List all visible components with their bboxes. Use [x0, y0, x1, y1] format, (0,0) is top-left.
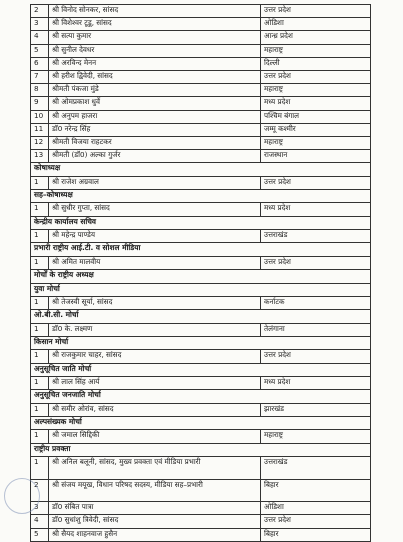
- member-state: तेलंगाना: [261, 323, 371, 336]
- member-name: श्री राजेश अग्रवाल: [49, 176, 261, 189]
- member-state: ओडिशा: [261, 502, 371, 515]
- table-row: [31, 136, 371, 149]
- row-number: 2: [31, 479, 49, 502]
- member-state: उत्तराखंड: [261, 230, 371, 243]
- section-heading-row: [31, 243, 371, 257]
- member-state: उत्तर प्रदेश: [261, 350, 371, 363]
- member-name: श्रीमती पंकजा मुंडे: [49, 84, 261, 97]
- section-heading-row: [31, 216, 371, 230]
- table-row: [31, 123, 371, 136]
- seal-stamp: [4, 478, 40, 514]
- member-state: मध्य प्रदेश: [261, 97, 371, 110]
- table-row: [31, 57, 371, 70]
- member-name: श्री विशेश्वर टूडू, सांसद: [49, 18, 261, 31]
- member-name: श्री अनिल बलूनी, सांसद, मुख्य प्रवक्ता एवं मीडिया प्रभारी: [49, 457, 261, 480]
- row-number: 4: [31, 31, 49, 44]
- member-name: डॉ0 सुधांशु त्रिवेदी, सांसद: [49, 515, 261, 528]
- member-name: श्री अमित मालवीय: [49, 256, 261, 269]
- section-heading: केन्द्रीय कार्यालय सचिव: [31, 216, 371, 230]
- member-name: श्री समीर ओरांव, सांसद: [49, 403, 261, 416]
- table-row: [31, 97, 371, 110]
- member-name: श्री ओमप्रकाश धुर्वे: [49, 97, 261, 110]
- member-name: श्रीमती (डॉ0) अल्का गुर्जर: [49, 150, 261, 163]
- member-state: उत्तर प्रदेश: [261, 70, 371, 83]
- section-heading-row: [31, 443, 371, 457]
- table-row: [31, 5, 371, 18]
- section-heading: अनुसूचित जाति मोर्चा: [31, 363, 371, 377]
- section-heading-row: [31, 416, 371, 430]
- row-number: 8: [31, 84, 49, 97]
- table-row: [31, 84, 371, 97]
- section-heading: युवा मोर्चा: [31, 283, 371, 297]
- member-name: डॉ0 के. लक्ष्मण: [49, 323, 261, 336]
- row-number: 12: [31, 136, 49, 149]
- row-number: 1: [31, 457, 49, 480]
- member-name: श्री राजकुमार चाहर, सांसद: [49, 350, 261, 363]
- member-name: श्री अरविन्द मेनन: [49, 57, 261, 70]
- row-number: 3: [31, 18, 49, 31]
- member-name: श्री हरीश द्विवेदी, सांसद: [49, 70, 261, 83]
- row-number: 5: [31, 44, 49, 57]
- member-name: श्री सुधीर गुप्ता, सांसद: [49, 203, 261, 216]
- section-heading: अनुसूचित जनजाति मोर्चा: [31, 390, 371, 404]
- table-row: [31, 528, 371, 541]
- table-row: [31, 457, 371, 480]
- member-state: उत्तराखंड: [261, 457, 371, 480]
- table-row: [31, 18, 371, 31]
- member-name: डॉ0 संबित पात्रा: [49, 502, 261, 515]
- table-row: [31, 31, 371, 44]
- member-name: श्रीमती विजया राहटकर: [49, 136, 261, 149]
- table-row: [31, 150, 371, 163]
- row-number: 1: [31, 297, 49, 310]
- member-state: उत्तर प्रदेश: [261, 5, 371, 18]
- member-state: उत्तर प्रदेश: [261, 515, 371, 528]
- table-row: [31, 110, 371, 123]
- member-name: श्री सुनील देवधर: [49, 44, 261, 57]
- row-number: 1: [31, 430, 49, 443]
- section-heading-row: [31, 283, 371, 297]
- table-row: [31, 403, 371, 416]
- row-number: 2: [31, 5, 49, 18]
- member-name: श्री सत्या कुमार: [49, 31, 261, 44]
- section-heading: ओ.बी.सी. मोर्चा: [31, 310, 371, 324]
- row-number: 10: [31, 110, 49, 123]
- member-state: महाराष्ट्र: [261, 136, 371, 149]
- member-state: महाराष्ट्र: [261, 84, 371, 97]
- member-name: श्री संजय मयूख, विधान परिषद सदस्य, मीडिया सह–प्रभारी: [49, 479, 261, 502]
- row-number: 7: [31, 70, 49, 83]
- table-row: [31, 44, 371, 57]
- row-number: 5: [31, 528, 49, 541]
- member-state: राजस्थान: [261, 150, 371, 163]
- section-heading-row: [31, 390, 371, 404]
- section-heading-row: [31, 270, 371, 284]
- section-heading: राष्ट्रीय प्रवक्ता: [31, 443, 371, 457]
- member-name: श्री अनुपम हाजरा: [49, 110, 261, 123]
- row-number: 4: [31, 515, 49, 528]
- section-heading-row: [31, 336, 371, 350]
- row-number: 1: [31, 350, 49, 363]
- member-state: उत्तर प्रदेश: [261, 256, 371, 269]
- section-heading-row: [31, 163, 371, 177]
- member-state: कर्नाटक: [261, 297, 371, 310]
- section-heading: किसान मोर्चा: [31, 336, 371, 350]
- table-row: [31, 203, 371, 216]
- table-row: [31, 515, 371, 528]
- table-row: [31, 350, 371, 363]
- member-state: बिहार: [261, 528, 371, 541]
- section-heading-row: [31, 363, 371, 377]
- row-number: 1: [31, 203, 49, 216]
- member-state: उत्तर प्रदेश: [261, 176, 371, 189]
- member-name: श्री लाल सिंह आर्य: [49, 377, 261, 390]
- table-row: [31, 230, 371, 243]
- table-row: [31, 502, 371, 515]
- section-heading: कोषाध्यक्ष: [31, 163, 371, 177]
- section-heading: सह–कोषाध्यक्ष: [31, 189, 371, 203]
- section-heading-row: [31, 189, 371, 203]
- table-row: [31, 377, 371, 390]
- member-name: श्री विनोद सोनकर, सांसद: [49, 5, 261, 18]
- member-state: बिहार: [261, 479, 371, 502]
- member-state: दिल्ली: [261, 57, 371, 70]
- row-number: 6: [31, 57, 49, 70]
- row-number: 1: [31, 403, 49, 416]
- row-number: 13: [31, 150, 49, 163]
- office-bearers-table: [30, 4, 371, 542]
- member-state: झारखंड: [261, 403, 371, 416]
- section-heading: अल्पसंख्यक मोर्चा: [31, 416, 371, 430]
- member-state: जम्मू कश्मीर: [261, 123, 371, 136]
- member-name: श्री महेन्द्र पाण्डेय: [49, 230, 261, 243]
- member-name: श्री तेजस्वी सूर्या, सांसद: [49, 297, 261, 310]
- row-number: 1: [31, 377, 49, 390]
- member-state: पश्चिम बंगाल: [261, 110, 371, 123]
- member-state: ओडिशा: [261, 18, 371, 31]
- member-state: मध्य प्रदेश: [261, 203, 371, 216]
- section-heading-row: [31, 310, 371, 324]
- member-name: श्री जमाल सिद्दिकी: [49, 430, 261, 443]
- member-state: आन्ध्र प्रदेश: [261, 31, 371, 44]
- section-heading: मोर्चों के राष्ट्रीय अध्यक्ष: [31, 270, 371, 284]
- member-name: श्री सैयद शाहनवाज हुसैन: [49, 528, 261, 541]
- member-name: डॉ0 नरेन्द्र सिंह: [49, 123, 261, 136]
- table-row: [31, 430, 371, 443]
- member-state: मध्य प्रदेश: [261, 377, 371, 390]
- table-row: [31, 297, 371, 310]
- section-heading: प्रभारी राष्ट्रीय आई.टी. व सोशल मीडिया: [31, 243, 371, 257]
- table-row: [31, 176, 371, 189]
- row-number: 9: [31, 97, 49, 110]
- table-row: [31, 70, 371, 83]
- row-number: 11: [31, 123, 49, 136]
- row-number: 1: [31, 176, 49, 189]
- table-row: [31, 479, 371, 502]
- table-row: [31, 256, 371, 269]
- member-state: महाराष्ट्र: [261, 430, 371, 443]
- table-row: [31, 323, 371, 336]
- row-number: 1: [31, 323, 49, 336]
- member-state: महाराष्ट्र: [261, 44, 371, 57]
- row-number: 1: [31, 230, 49, 243]
- row-number: 1: [31, 256, 49, 269]
- table-body: [31, 5, 371, 542]
- row-number: 3: [31, 502, 49, 515]
